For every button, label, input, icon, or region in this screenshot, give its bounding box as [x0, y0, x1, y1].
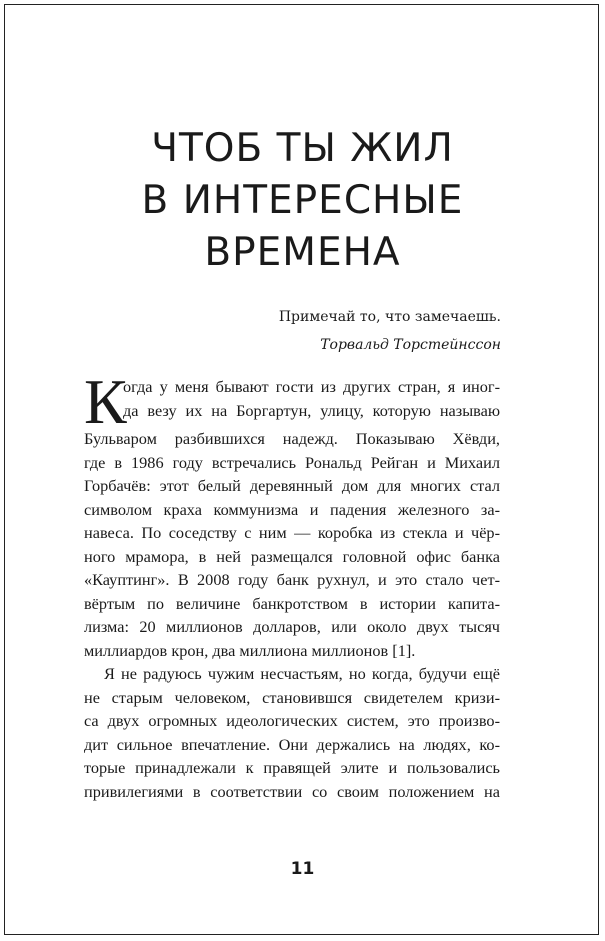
paragraph-line: где в 1986 году встречались Рональд Рейган и Михаил	[84, 452, 500, 472]
paragraph-line: Я не радуюсь чужим несчастьям, но когда, будучи ещё	[104, 664, 500, 683]
chapter-title	[0, 123, 605, 279]
paragraph-line: са двух огромных идеологических систем, это произво-	[84, 711, 500, 730]
body-text	[84, 366, 500, 803]
paragraph-line: Горбачёв: этот белый деревянный дом для многих стал	[84, 476, 500, 495]
paragraph-1-opening	[84, 366, 500, 437]
paragraph-line: дит сильное впечатление. Они держались на людях, ко-	[84, 734, 500, 754]
epigraph-quote: Примечай то, что замечаешь.	[278, 309, 501, 325]
paragraph-line: миллиардов крон, два миллиона миллионов [1].	[84, 640, 416, 660]
paragraph-line: огда у меня бывают гости из других стран, я иног-	[123, 377, 500, 396]
paragraph-line: да везу их на Боргартун, улицу, которую называю	[123, 400, 500, 420]
paragraph-line: вёртым по величине банкротством в истории капита-	[84, 593, 500, 613]
paragraph-line: ного мрамора, в ней размещался головной офис банка	[84, 546, 500, 566]
chapter-title-line-3: ВРЕМЕНА	[204, 230, 401, 275]
epigraph-author: Торвальд Торстейнссон	[320, 337, 501, 353]
paragraph-line: лизма: 20 миллионов долларов, или около двух тысяч	[84, 617, 500, 636]
paragraph-line: не старым человеком, становившся свидетелем кризи-	[84, 687, 500, 707]
paragraph-line: торые принадлежали к правящей элите и пользовались	[84, 758, 500, 777]
paragraph-line: навеса. По соседству с ним — коробка из стекла и чёр-	[84, 523, 500, 542]
drop-cap: К	[84, 366, 127, 437]
paragraph-line: Бульваром разбившихся надежд. Показываю Хёвди,	[84, 429, 500, 448]
chapter-title-line-1: ЧТОБ ТЫ ЖИЛ	[151, 126, 454, 171]
paragraph-line: символом краха коммунизма и падения железного за-	[84, 499, 500, 519]
chapter-title-line-2: В ИНТЕРЕСНЫЕ	[141, 178, 464, 223]
paragraph-line: привилегиями в соответствии со своим положением на	[84, 781, 500, 801]
epigraph	[279, 303, 501, 359]
paragraph-line: «Кауптинг». В 2008 году банк рухнул, и это стало чет-	[84, 570, 500, 589]
page-number: 11	[290, 859, 315, 879]
